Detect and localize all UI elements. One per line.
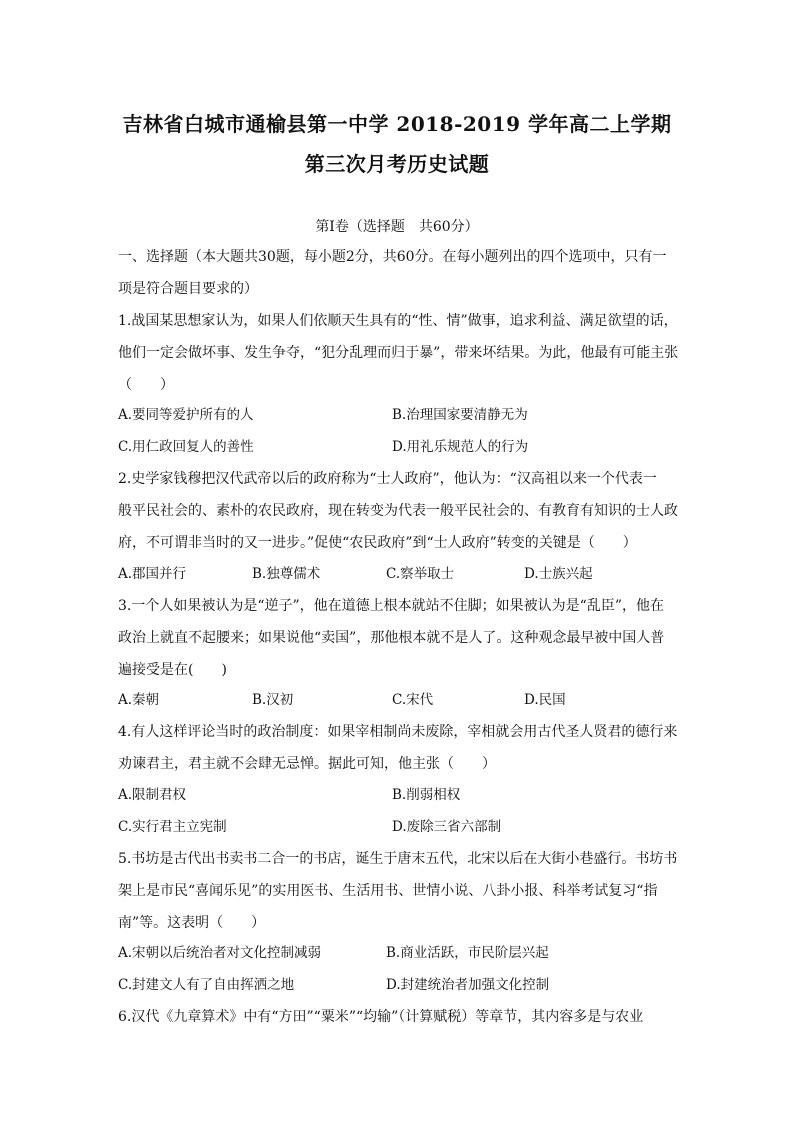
option-c: C.察举取士	[386, 566, 455, 582]
instructions-line: 一、选择题（本大题共30题，每小题2分，共60分。在每小题列出的四个选项中，只有一	[118, 249, 667, 265]
option-a: A.限制君权	[118, 787, 187, 803]
question-stem-line: 府，不可谓非当时的又一进步。”促使“农民政府”到“士人政府”转变的关键是（ ）	[118, 535, 637, 551]
question-stem-line: 遍接受是在( )	[118, 662, 227, 678]
option-b: B.汉初	[252, 692, 294, 708]
option-d: D.士族兴起	[524, 566, 593, 582]
question-stem-line: 般平民社会的、素朴的农民政府，现在转变为代表一般平民社会的、有教育有知识的士人政	[118, 503, 678, 519]
question-stem-line: 他们一定会做坏事、发生争夺，“犯分乱理而归于暴”，带来坏结果。为此，他最有可能主张	[118, 345, 678, 361]
option-a: A.郡国并行	[118, 566, 187, 582]
question-stem-line: 架上是市民“喜闻乐见”的实用医书、生活用书、世情小说、八卦小报、科举考试复习“指	[118, 883, 658, 899]
option-b: B.治理国家要清静无为	[392, 407, 528, 423]
question-stem-line: 劝谏君主，君主就不会肆无忌惮。据此可知，他主张（ ）	[118, 756, 496, 772]
option-d: D.废除三省六部制	[392, 819, 502, 835]
section-heading: 第Ⅰ卷（选择题 共60分）	[315, 219, 479, 235]
option-c: C.宋代	[392, 692, 434, 708]
option-a: A.要同等爱护所有的人	[118, 407, 254, 423]
question-stem-line: 南”等。这表明（ ）	[118, 915, 266, 931]
question-stem-line: 政治上就直不起腰来；如果说他“卖国”，那他根本就不是人了。这种观念最早被中国人普	[118, 630, 665, 646]
question-stem-line: 2.史学家钱穆把汉代武帝以后的政府称为“士人政府”，他认为：“汉高祖以来一个代表一	[118, 471, 657, 487]
option-a: A.秦朝	[118, 692, 160, 708]
exam-title-line1: 吉林省白城市通榆县第一中学 2018-2019 学年高二上学期	[122, 112, 672, 136]
question-stem-line: 3.一个人如果被认为是“逆子”，他在道德上根本就站不住脚；如果被认为是“乱臣”，他在	[118, 598, 664, 614]
question-stem-line: （ ）	[118, 377, 174, 393]
option-c: C.用仁政回复人的善性	[118, 439, 254, 455]
option-c: C.实行君主立宪制	[118, 819, 227, 835]
question-stem-line: 4.有人这样评论当时的政治制度：如果宰相制尚未废除，宰相就会用古代圣人贤君的德行来	[118, 724, 678, 740]
option-c: C.封建文人有了自由挥洒之地	[118, 977, 295, 993]
option-d: D.用礼乐规范人的行为	[392, 439, 529, 455]
option-b: B.商业活跃，市民阶层兴起	[386, 945, 549, 961]
option-b: B.独尊儒术	[252, 566, 321, 582]
question-stem-line: 5.书坊是古代出书卖书二合一的书店，诞生于唐末五代，北宋以后在大街小巷盛行。书坊书	[118, 851, 678, 867]
option-a: A.宋朝以后统治者对文化控制减弱	[118, 945, 322, 961]
exam-title-line2: 第三次月考历史试题	[304, 152, 490, 176]
question-stem-line: 6.汉代《九章算术》中有“方田”“粟米”“均输”（计算赋税）等章节，其内容多是与农业	[118, 1009, 644, 1025]
instructions-line: 项是符合题目要求的）	[118, 281, 258, 297]
question-stem-line: 1.战国某思想家认为，如果人们依顺天生具有的“性、情”做事，追求利益、满足欲望的话，	[118, 313, 678, 329]
option-d: D.民国	[524, 692, 566, 708]
option-b: B.削弱相权	[392, 787, 461, 803]
option-d: D.封建统治者加强文化控制	[386, 977, 550, 993]
